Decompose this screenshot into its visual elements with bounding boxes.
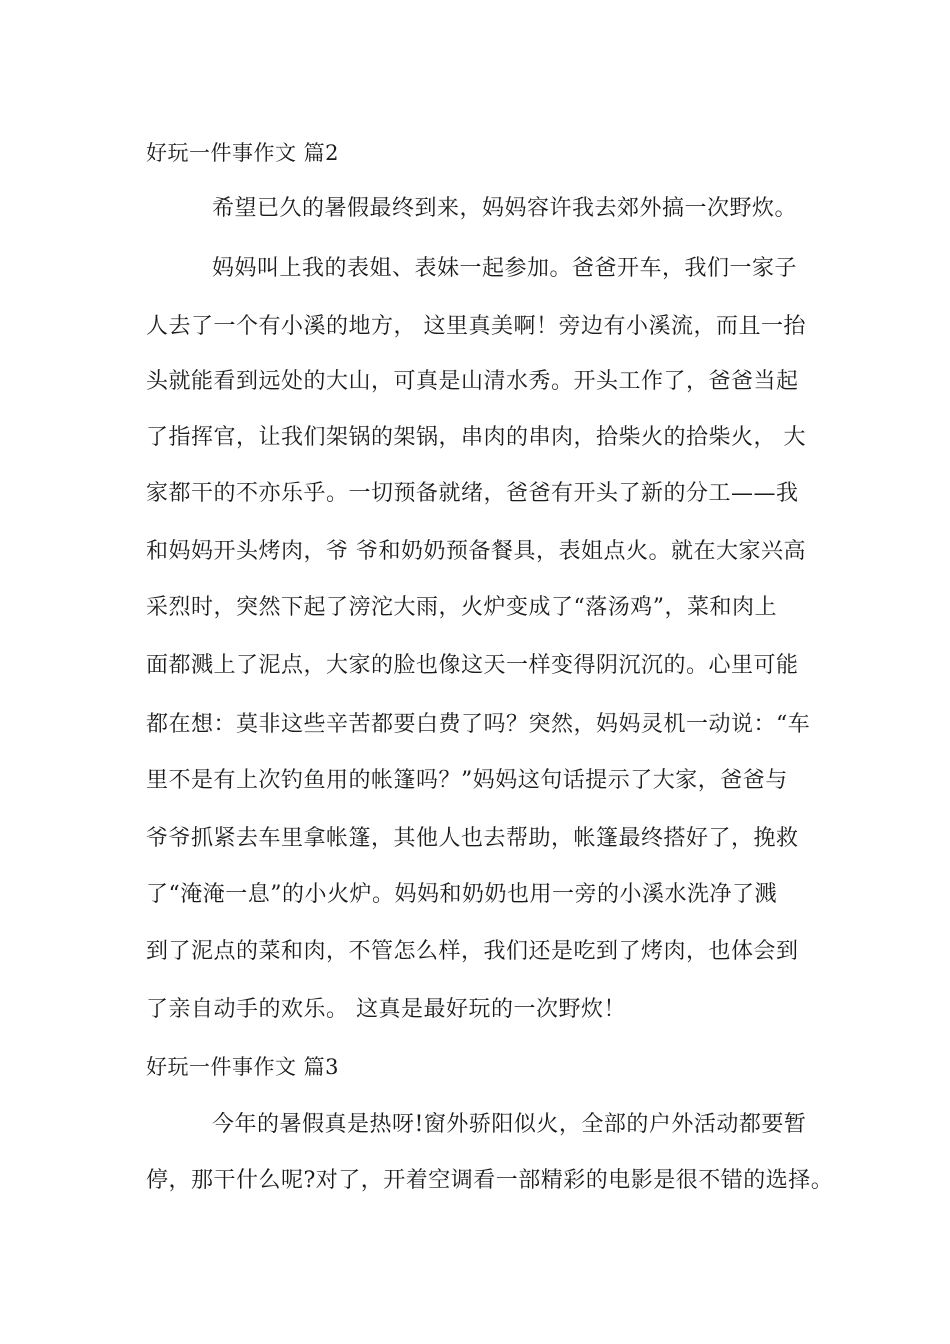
paragraph-line: 人去了一个有小溪的地方， 这里真美啊！旁边有小溪流，而且一抬 (146, 314, 806, 339)
paragraph-line: 爷爷抓紧去车里拿帐篷，其他人也去帮助，帐篷最终搭好了，挽救 (146, 826, 799, 851)
paragraph-line: 今年的暑假真是热呀!窗外骄阳似火，全部的户外活动都要暂 (212, 1112, 807, 1137)
paragraph-line: 和妈妈开头烤肉，爷 爷和奶奶预备餐具，表姐点火。就在大家兴高 (146, 539, 806, 564)
paragraph-line: 采烈时，突然下起了滂沱大雨，火炉变成了“落汤鸡”，菜和肉上 (146, 595, 777, 620)
paragraph-line: 了“淹淹一息”的小火炉。妈妈和奶奶也用一旁的小溪水洗净了溅 (146, 882, 777, 907)
paragraph-line: 头就能看到远处的大山，可真是山清水秀。开头工作了，爸爸当起 (146, 369, 799, 394)
paragraph-line: 妈妈叫上我的表姐、表妹一起参加。爸爸开车，我们一家子 (212, 256, 798, 281)
paragraph-line: 面都溅上了泥点，大家的脸也像这天一样变得阴沉沉的。心里可能 (146, 653, 799, 678)
paragraph-line: 里不是有上次钓鱼用的帐篷吗？”妈妈这句话提示了大家，爸爸与 (146, 768, 788, 793)
paragraph-line: 家都干的不亦乐乎。一切预备就绪，爸爸有开头了新的分工——我 (146, 481, 799, 506)
section-heading: 好玩一件事作文 篇3 (146, 1055, 340, 1079)
paragraph-line: 了亲自动手的欢乐。 这真是最好玩的一次野炊！ (146, 997, 626, 1022)
section-heading: 好玩一件事作文 篇2 (146, 141, 340, 165)
paragraph-line: 希望已久的暑假最终到来，妈妈容许我去郊外搞一次野炊。 (212, 196, 798, 221)
paragraph-line: 都在想：莫非这些辛苦都要白费了吗？突然，妈妈灵机一动说：“车 (146, 712, 811, 737)
paragraph-line: 到了泥点的菜和肉，不管怎么样，我们还是吃到了烤肉，也体会到 (146, 939, 799, 964)
paragraph-line: 了指挥官，让我们架锅的架锅，串肉的串肉，拾柴火的拾柴火， 大 (146, 425, 806, 450)
paragraph-line: 停，那干什么呢?对了，开着空调看一部精彩的电影是很不错的选择。 (146, 1168, 834, 1193)
